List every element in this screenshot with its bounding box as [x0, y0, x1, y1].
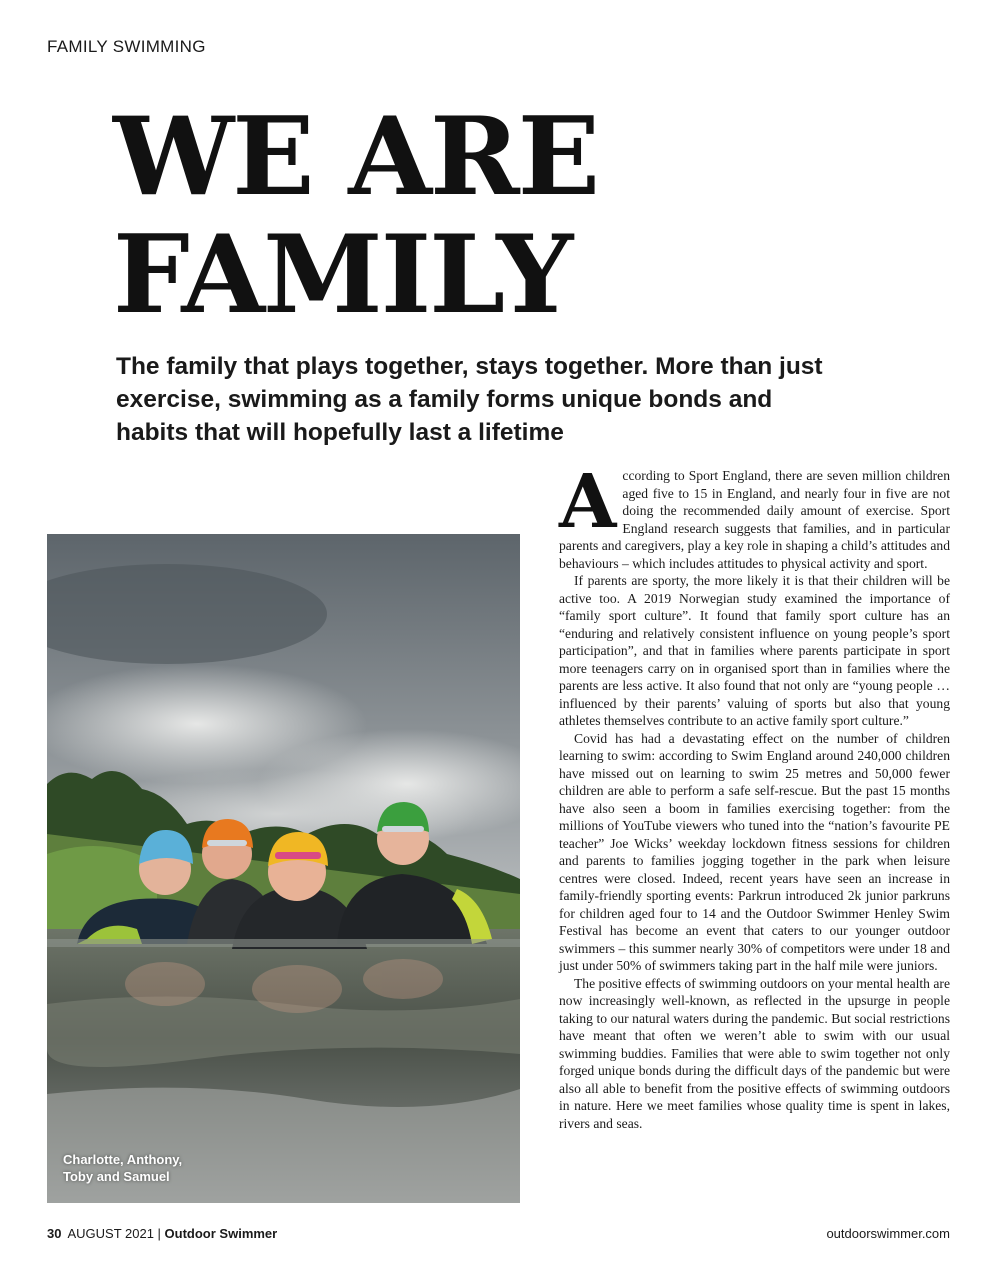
section-label: FAMILY SWIMMING	[47, 37, 206, 56]
paragraph-text: ccording to Sport England, there are seven million children aged five to 15 in England, and nearly four in five are not doing the recommended daily amount of exercise. Sport England research suggests that families, and in particular parents and caregivers, play a key role in shaping a child’s attitudes and behaviours – which includes attitudes to physical activity and sport.	[559, 468, 950, 571]
article-paragraph-1	[559, 459, 950, 572]
photo-caption: Charlotte, Anthony, Toby and Samuel	[63, 1152, 183, 1184]
family-photo	[47, 534, 520, 1203]
article-paragraph-3: Covid has had a devastating effect on the number of children learning to swim: according to Swim England around 240,000 children have missed out on learning to swim 25 metres and 50,000 fewer children are able to perform a safe self-rescue. But the past 15 months have also seen a boom in families exercising together: from the millions of YouTube viewers who tuned into the “nation’s favourite PE teacher” Joe Wicks’ weekday lockdown fitness sessions for children and parents to families jogging together in the park when leisure centres were closed. Indeed, recent years have seen an increase in family-friendly sporting events: Parkrun introduced 2k junior parkruns for children aged four to 14 and the Outdoor Swimmer Henley Swim Festival has become an event that caters to our younger outdoor swimmers – this summer nearly 30% of competitors were under 18 and just under 50% of swimmers taking part in the half mile were juniors.	[559, 730, 950, 973]
headline-line-1: WE ARE	[113, 94, 599, 220]
article-paragraph-4: The positive effects of swimming outdoors on your mental health are now increasingly well-known, as reflected in the upsurge in people taking to our natural waters during the pandemic. But social restrictions have meant that often we weren’t able to swim with our usual swimming buddies. Families that were able to swim together not only forged unique bonds during the difficult days of the pandemic but were also all able to benefit from the positive effects of swimming outdoors in nature. Here we meet families whose quality time is spent in lakes, rivers and seas.	[559, 975, 950, 1131]
website-url: outdoorswimmer.com	[826, 1226, 950, 1241]
headline	[113, 94, 753, 338]
page-number: 30	[47, 1226, 62, 1241]
article-paragraph-2: If parents are sporty, the more likely it is that their children will be active too. A 2019 Norwegian study examined the importance of “family sport culture”. It found that family sport culture has an “enduring and relatively consistent influence on young people’s sport participation”, and that in families where parents participate in sport more teenagers carry on in organised sport than in families where the parents are less active. It also found that not only are “young people … influenced by their parents’ valuing of sports but also that young athletes themselves contribute to an active family sport culture.”	[559, 573, 950, 728]
headline-line-2: FAMILY	[113, 212, 572, 338]
page-footer-left	[47, 1226, 277, 1241]
drop-cap: A	[559, 459, 617, 545]
issue-date: AUGUST 2021	[67, 1226, 154, 1241]
standfirst: The family that plays together, stays together. More than just exercise, swimming as a family forms unique bonds and habits that will hopefully last a lifetime	[116, 353, 823, 446]
footer-separator: |	[153, 1226, 165, 1241]
family-swimmers-illustration	[47, 534, 520, 1203]
article-body	[559, 459, 950, 1132]
magazine-name: Outdoor Swimmer	[164, 1226, 278, 1241]
